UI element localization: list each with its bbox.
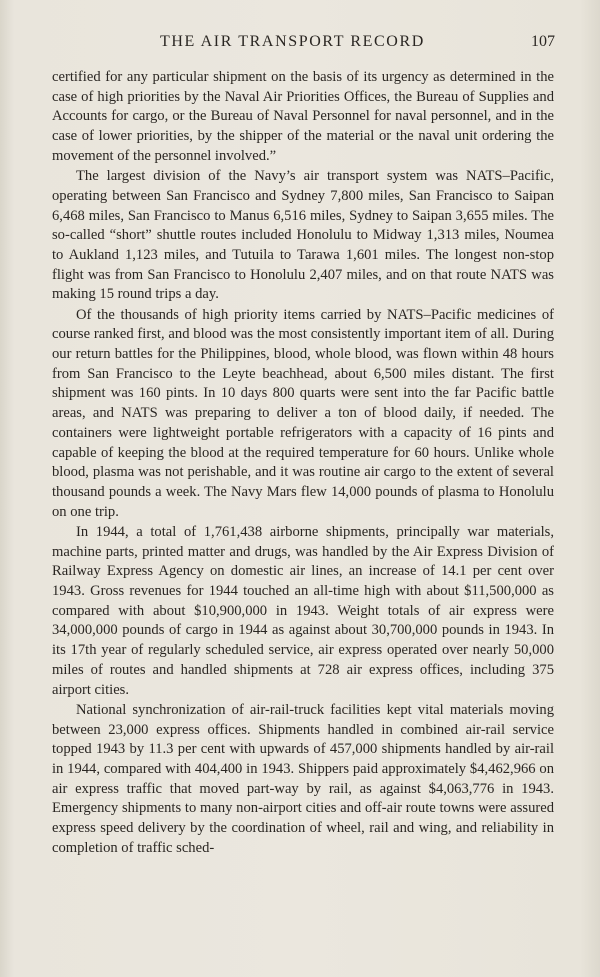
page-header — [0, 33, 600, 57]
paragraph-continued: certified for any particular shipment on the basis of its urgency as determined in the case of high priorities by the Naval Air Priorities Offices, the Bureau of Supplies and Accounts for cargo, or the Bureau of Naval Personnel for naval personnel, and in the case of lower priorities, by the shipper of the material or the naval unit ordering the movement of the personnel involved.” — [52, 69, 554, 164]
page-number: 107 — [531, 33, 555, 50]
body-text — [52, 68, 554, 859]
paragraph-air-express-1944: In 1944, a total of 1,761,438 airborne shipments, principally war materials, machine parts, printed matter and drugs, was handled by the Air Express Division of Railway Express Agency on domestic air lines, an increase of 14.1 per cent over 1943. Gross revenues for 1944 touched an all-time high with about $11,500,000 as compared with about $10,900,000 in 1943. Weight totals of air express were 34,000,000 pounds of cargo in 1944 as against about 30,700,000 pounds in 1943. In its 17th year of regularly scheduled service, air express operated over nearly 50,000 miles of routes and handled shipments at 728 air express offices, including 375 airport cities. — [52, 523, 554, 698]
paragraph-nats-pacific: The largest division of the Navy’s air transport system was NATS–Pacific, operating between San Francisco and Sydney 7,800 miles, San Francisco to Saipan 6,468 miles, San Francisco to Manus 6,516 miles, Sydney to Saipan 3,655 miles. The so-called “short” shuttle routes included Honolulu to Midway 1,313 miles, Noumea to Aukland 1,123 miles, and Tutuila to Tarawa 1,601 miles. The longest non-stop flight was from San Francisco to Honolulu 2,407 miles, and on that route NATS was making 15 round trips a day. — [52, 168, 554, 303]
paragraph-blood-shipments: Of the thousands of high priority items carried by NATS–Pacific medicines of course ranked first, and blood was the most consistently important item of all. During our return battles for the Philippines, blood, whole blood, was flown within 48 hours from San Francisco to the Leyte beachhead, about 6,500 miles distant. The first shipment was 160 pints. In 10 days 800 quarts were sent into the far Pacific battle areas, and NATS was preparing to deliver a ton of blood daily, if needed. The containers were lightweight portable refrigerators with a capacity of 16 pints and capable of keeping the blood at the required temperature for 60 hours. Unlike whole blood, plasma was not perishable, and it was routine air cargo to the extent of several thousand pounds a week. The Navy Mars flew 14,000 pounds of plasma to Honolulu on one trip. — [52, 306, 554, 520]
paragraph-air-rail-truck: National synchronization of air-rail-truck facilities kept vital materials moving between 23,000 express offices. Shipments handled in combined air-rail service topped 1943 by 11.3 per cent with upwards of 457,000 shipments handled by air-rail in 1944, compared with 404,400 in 1943. Shippers paid approximately $4,462,966 on air express traffic that moved part-way by rail, as against $4,063,776 in 1943. Emergency shipments to many non-airport cities and off-air route towns were assured express speed delivery by the coordination of wheel, rail and wing, and reliability in completion of traffic sched- — [52, 701, 554, 856]
running-title: THE AIR TRANSPORT RECORD — [160, 33, 425, 50]
